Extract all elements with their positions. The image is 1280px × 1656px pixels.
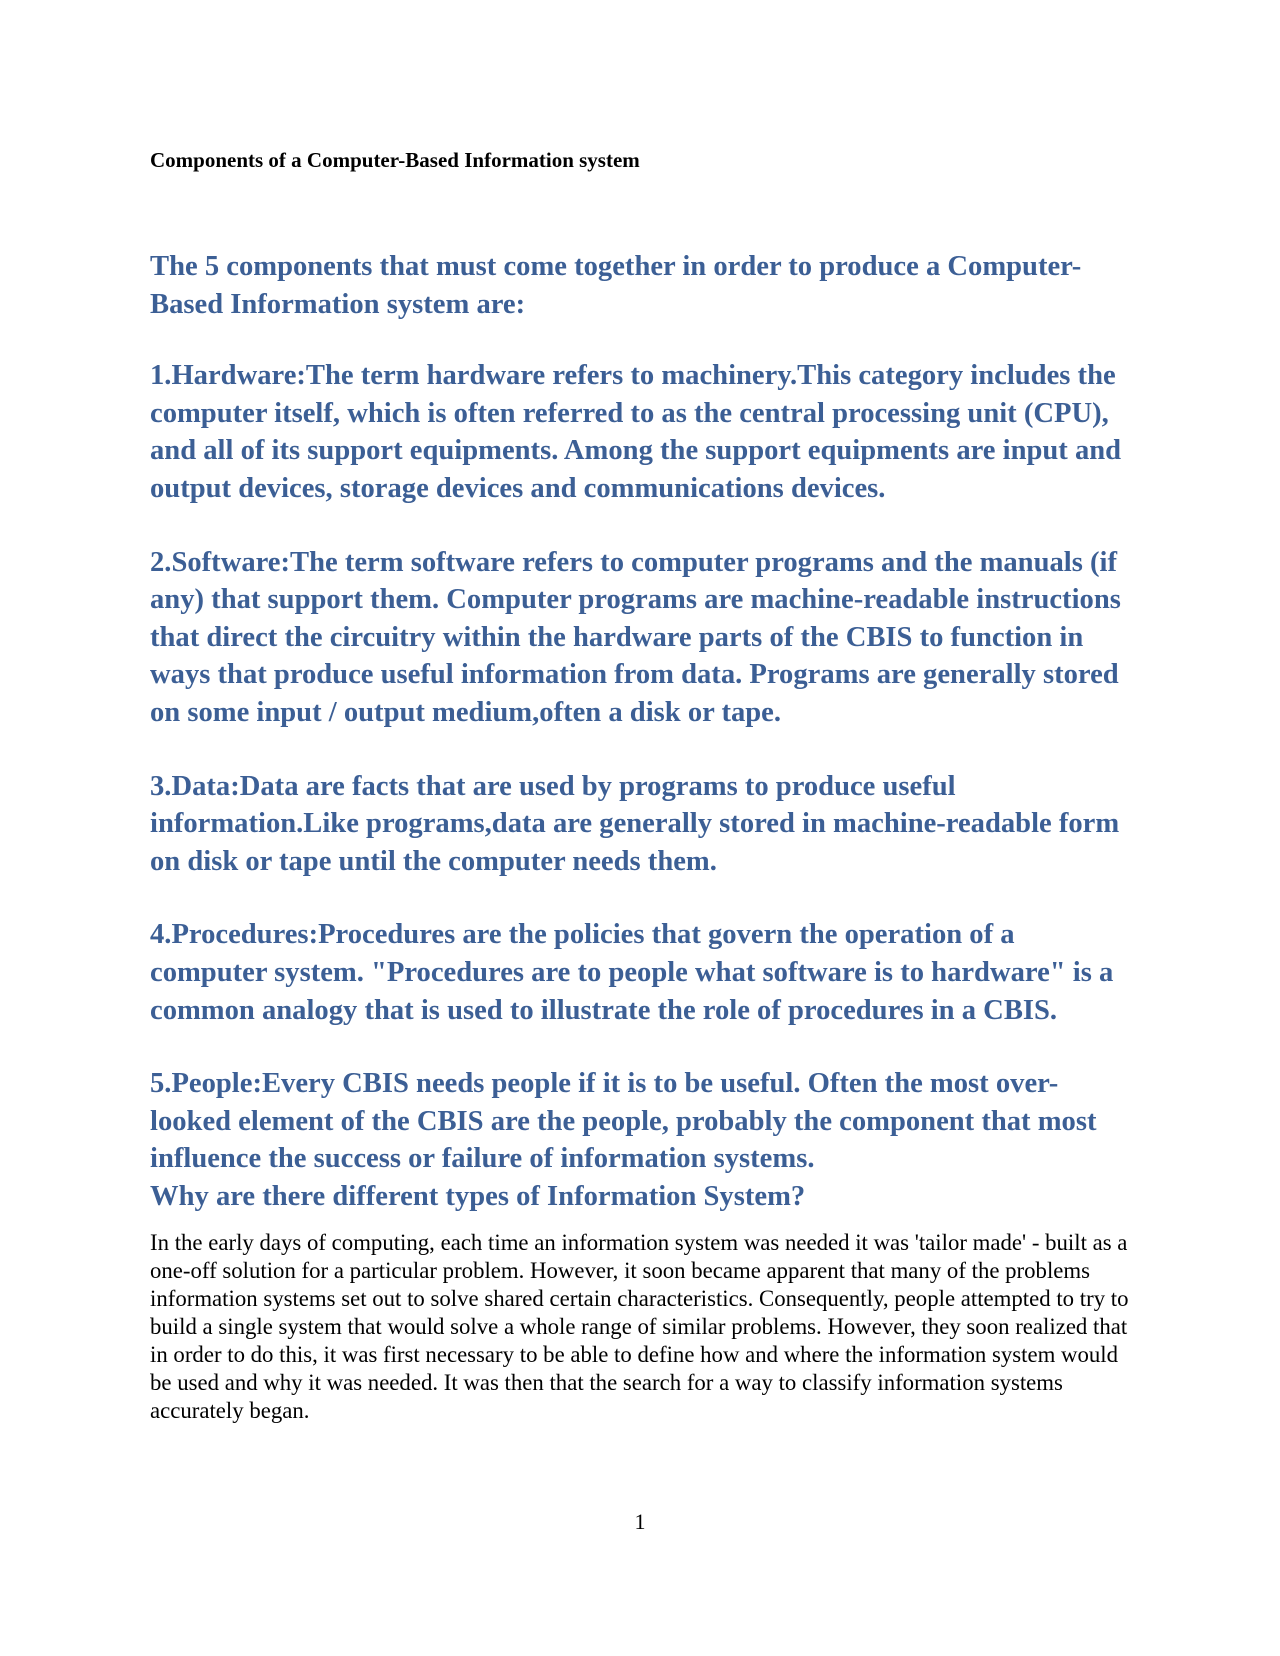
component-procedures: 4.Procedures:Procedures are the policies that govern the operation of a computer system. "Procedures are to people what software is to hardware" is a common analogy that is used to illustrate the role of procedures in a CBIS. [150,919,1114,1026]
component-people: 5.People:Every CBIS needs people if it is to be useful. Often the most over-looked element of the CBIS are the people, probably the component that most influence the success or failure of information systems. [150,1068,1097,1175]
body-paragraph: In the early days of computing, each time an information system was needed it was 'tailor made' - built as a one-off solution for a particular problem. However, it soon became apparent that many of the problems information systems set out to solve shared certain characteristics. Consequently, people attempted to try to build a single system that would solve a whole range of similar problems. However, they soon realized that in order to do this, it was first necessary to be able to define how and where the information system would be used and why it was needed. It was then that the search for a way to classify information systems accurately began. [150,1230,1129,1424]
component-hardware: 1.Hardware:The term hardware refers to machinery.This category includes the computer itself, which is often referred to as the central processing unit (CPU), and all of its support equipments. Among the support equipments are input and output devices, storage devices and communications devices. [150,360,1122,504]
document-body [150,248,1130,1425]
components-intro: The 5 components that must come together in order to produce a Computer-Based Information system are: [150,251,1082,320]
document-title: Components of a Computer-Based Information system [150,148,640,172]
component-software: 2.Software:The term software refers to computer programs and the manuals (if any) that support them. Computer programs are machine-readable instructions that direct the circuitry within the hardware parts of the CBIS to function in ways that produce useful information from data. Programs are generally stored on some input / output medium,often a disk or tape. [150,546,1121,728]
section-question-heading: Why are there different types of Information System? [150,1180,806,1212]
component-data: 3.Data:Data are facts that are used by programs to produce useful information.Like programs,data are generally stored in machine-readable form on disk or tape until the computer needs them. [150,770,1120,877]
page-number: 1 [634,1509,646,1534]
